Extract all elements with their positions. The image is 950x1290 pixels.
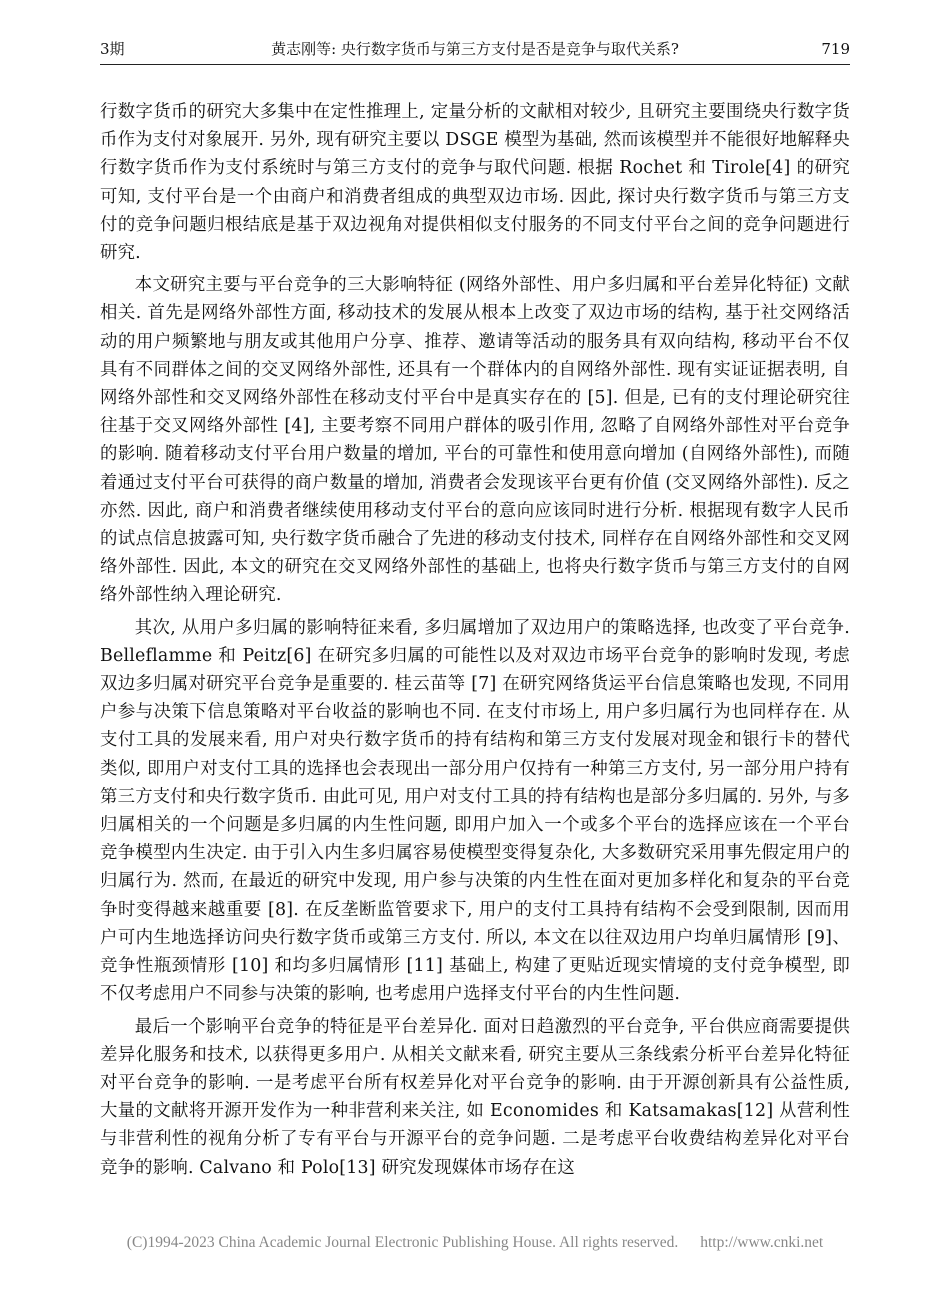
paragraph-4: 最后一个影响平台竞争的特征是平台差异化. 面对日趋激烈的平台竞争, 平台供应商需要提供差异化服务和技术, 以获得更多用户. 从相关文献来看, 研究主要从三条线索分析平台差异化特征对平台竞争的影响. 一是考虑平台所有权差异化对平台竞争的影响. 由于开源创新具有公益性质, 大量的文献将开源开发作为一种非营利来关注, 如 Economides 和 Katsamakas[12] 从营利性与非营利性的视角分析了专有平台与开源平台的竞争问题. 二是考虑平台收费结构差异化对平台竞争的影响. Calvano 和 Polo[13] 研究发现媒体市场存在这 xyxy=(100,1016,850,1178)
issue-label: 3期 xyxy=(100,40,125,58)
footer-url[interactable]: http://www.cnki.net xyxy=(700,1234,824,1251)
paragraph-1: 行数字货币的研究大多集中在定性推理上, 定量分析的文献相对较少, 且研究主要围绕央行数字货币作为支付对象展开. 另外, 现有研究主要以 DSGE 模型为基础, 然而该模型并不能很好地解释央行数字货币作为支付系统时与第三方支付的竞争与取代问题. 根据 Rochet 和 Tirole[4] 的研究可知, 支付平台是一个由商户和消费者组成的典型双边市场. 因此, 探讨央行数字货币与第三方支付的竞争问题归根结底是基于双边视角对提供相似支付服务的不同支付平台之间的竞争问题进行研究. xyxy=(100,102,850,264)
copyright-footer xyxy=(0,1234,950,1252)
copyright-text: (C)1994-2023 China Academic Journal Electronic Publishing House. All rights reserved. xyxy=(126,1234,679,1251)
running-title: 黄志刚等: 央行数字货币与第三方支付是否是竞争与取代关系? xyxy=(271,40,679,58)
paragraph-3: 其次, 从用户多归属的影响特征来看, 多归属增加了双边用户的策略选择, 也改变了平台竞争. Belleflamme 和 Peitz[6] 在研究多归属的可能性以及对双边市场平台竞争的影响时发现, 考虑双边多归属对研究平台竞争是重要的. 桂云苗等 [7] 在研究网络货运平台信息策略也发现, 不同用户参与决策下信息策略对平台收益的影响也不同. 在支付市场上, 用户多归属行为也同样存在. 从支付工具的发展来看, 用户对央行数字货币的持有结构和第三方支付发展对现金和银行卡的替代类似, 即用户对支付工具的选择也会表现出一部分用户仅持有一种第三方支付, 另一部分用户持有第三方支付和央行数字货币. 由此可见, 用户对支付工具的持有结构也是部分多归属的. 另外, 与多归属相关的一个问题是多归属的内生性问题, 即用户加入一个或多个平台的选择应该在一个平台竞争模型内生决定. 由于引入内生多归属容易使模型变得复杂化, 大多数研究采用事先假定用户的归属行为. 然而, 在最近的研究中发现, 用户参与决策的内生性在面对更加多样化和复杂的平台竞争时变得越来越重要 [8]. 在反垄断监管要求下, 用户的支付工具持有结构不会受到限制, 因而用户可内生地选择访问央行数字货币或第三方支付. 所以, 本文在以往双边用户均单归属情形 [9]、竞争性瓶颈情形 [10] 和均多归属情形 [11] 基础上, 构建了更贴近现实情境的支付竞争模型, 即不仅考虑用户不同参与决策的影响, 也考虑用户选择支付平台的内生性问题. xyxy=(100,617,850,1005)
body-text xyxy=(100,98,850,1186)
paragraph-2: 本文研究主要与平台竞争的三大影响特征 (网络外部性、用户多归属和平台差异化特征) 文献相关. 首先是网络外部性方面, 移动技术的发展从根本上改变了双边市场的结构, 基于社交网络活动的用户频繁地与朋友或其他用户分享、推荐、邀请等活动的服务具有双向结构, 移动平台不仅具有不同群体之间的交叉网络外部性, 还具有一个群体内的自网络外部性. 现有实证证据表明, 自网络外部性和交叉网络外部性在移动支付平台中是真实存在的 [5]. 但是, 已有的支付理论研究往往基于交叉网络外部性 [4], 主要考察不同用户群体的吸引作用, 忽略了自网络外部性对平台竞争的影响. 随着移动支付平台用户数量的增加, 平台的可靠性和使用意向增加 (自网络外部性), 而随着通过支付平台可获得的商户数量的增加, 消费者会发现该平台更有价值 (交叉网络外部性). 反之亦然. 因此, 商户和消费者继续使用移动支付平台的意向应该同时进行分析. 根据现有数字人民币的试点信息披露可知, 央行数字货币融合了先进的移动支付技术, 同样存在自网络外部性和交叉网络外部性. 因此, 本文的研究在交叉网络外部性的基础上, 也将央行数字货币与第三方支付的自网络外部性纳入理论研究. xyxy=(100,275,850,606)
running-header xyxy=(100,34,850,65)
page-number: 719 xyxy=(821,40,850,58)
